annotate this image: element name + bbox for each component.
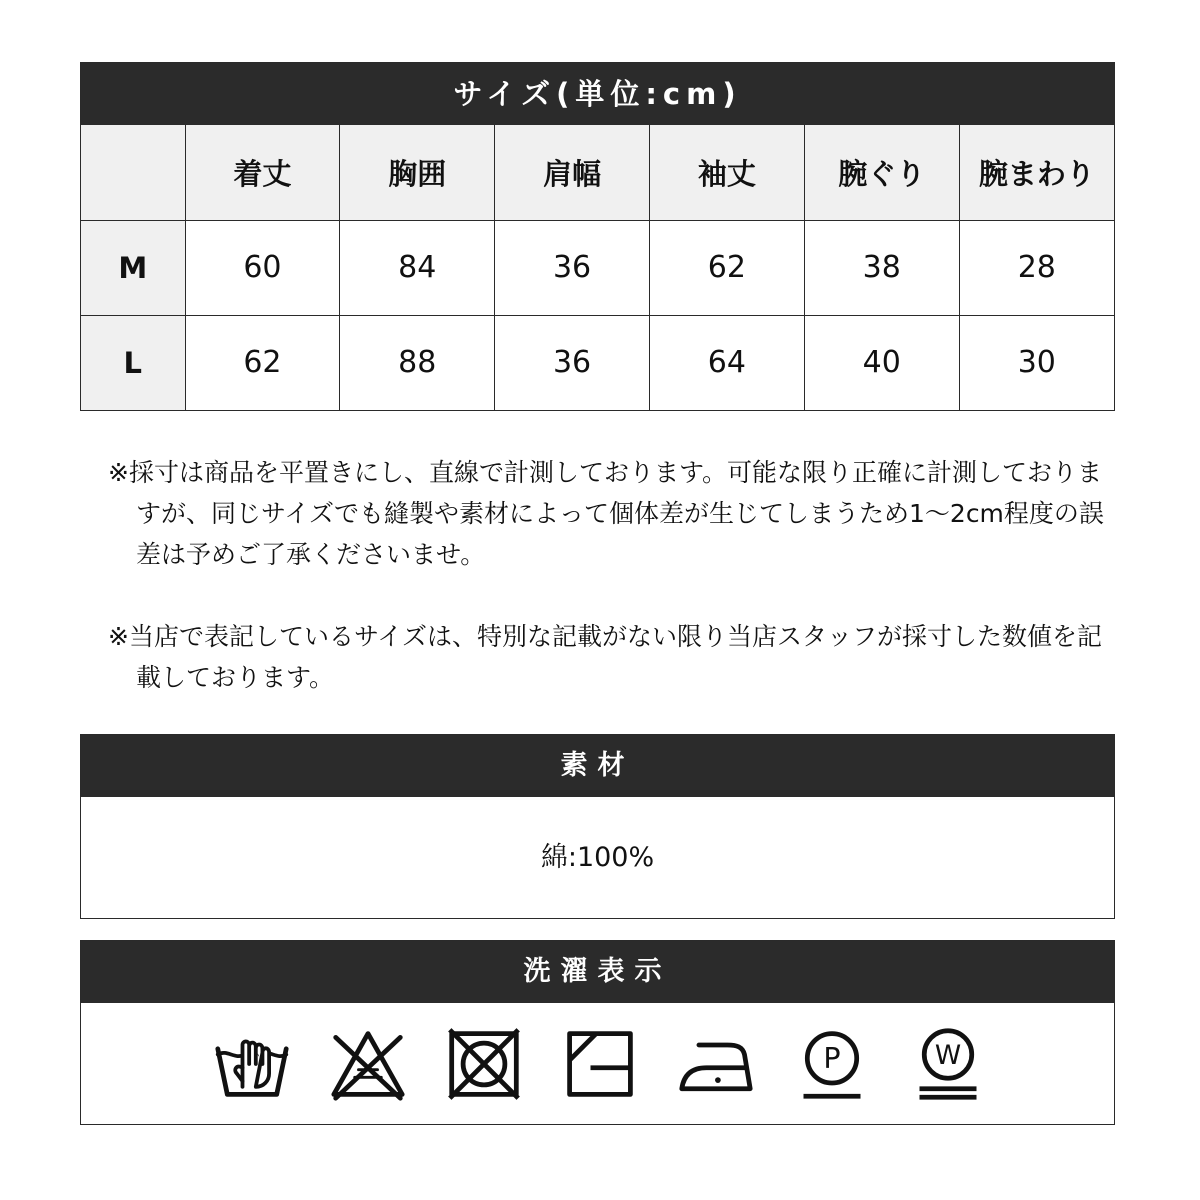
size-table-title: サイズ(単位:cm) xyxy=(81,63,1114,125)
table-cell: 30 xyxy=(959,315,1114,410)
corner-cell xyxy=(81,125,185,220)
wet-clean-w-icon xyxy=(910,1026,986,1102)
table-cell: 40 xyxy=(804,315,959,410)
size-table xyxy=(80,62,1115,411)
table-cell: 88 xyxy=(340,315,495,410)
measurement-notes xyxy=(108,452,1108,698)
table-cell: 38 xyxy=(804,220,959,315)
dry-clean-p-icon xyxy=(794,1026,870,1102)
care-symbols xyxy=(81,1003,1114,1124)
hand-wash-icon xyxy=(214,1026,290,1102)
size-grid xyxy=(81,125,1114,410)
note-measuring: ※採寸は商品を平置きにし、直線で計測しております。可能な限り正確に計測しておりますが、同じサイズでも縫製や素材によって個体差が生じてしまうため1〜2cm程度の誤差は予めご了承くださいませ。 xyxy=(108,458,1104,569)
column-header: 着丈 xyxy=(185,125,340,220)
table-row xyxy=(81,315,1114,410)
column-header: 腕まわり xyxy=(959,125,1114,220)
table-cell: 60 xyxy=(185,220,340,315)
table-row xyxy=(81,220,1114,315)
wet-clean-label: W xyxy=(934,1039,961,1071)
material-panel xyxy=(80,734,1115,919)
no-bleach-icon xyxy=(330,1026,406,1102)
column-header: 胸囲 xyxy=(340,125,495,220)
table-cell: 64 xyxy=(649,315,804,410)
material-content: 綿:100% xyxy=(540,842,655,873)
size-header-row xyxy=(81,125,1114,220)
column-header: 袖丈 xyxy=(649,125,804,220)
column-header: 肩幅 xyxy=(495,125,650,220)
size-label: M xyxy=(81,220,185,315)
column-header: 腕ぐり xyxy=(804,125,959,220)
note-staff-measured: ※当店で表記しているサイズは、特別な記載がない限り当店スタッフが採寸した数値を記載しております。 xyxy=(108,622,1102,692)
table-cell: 62 xyxy=(649,220,804,315)
dry-clean-label: P xyxy=(822,1041,841,1075)
size-label: L xyxy=(81,315,185,410)
care-title: 洗濯表示 xyxy=(81,941,1114,1003)
table-cell: 36 xyxy=(495,315,650,410)
low-iron-icon xyxy=(678,1026,754,1102)
no-tumble-dry-icon xyxy=(446,1026,522,1102)
care-panel xyxy=(80,940,1115,1125)
table-cell: 28 xyxy=(959,220,1114,315)
table-cell: 84 xyxy=(340,220,495,315)
table-cell: 62 xyxy=(185,315,340,410)
table-cell: 36 xyxy=(495,220,650,315)
material-title: 素材 xyxy=(81,735,1114,797)
shade-line-dry-icon xyxy=(562,1026,638,1102)
